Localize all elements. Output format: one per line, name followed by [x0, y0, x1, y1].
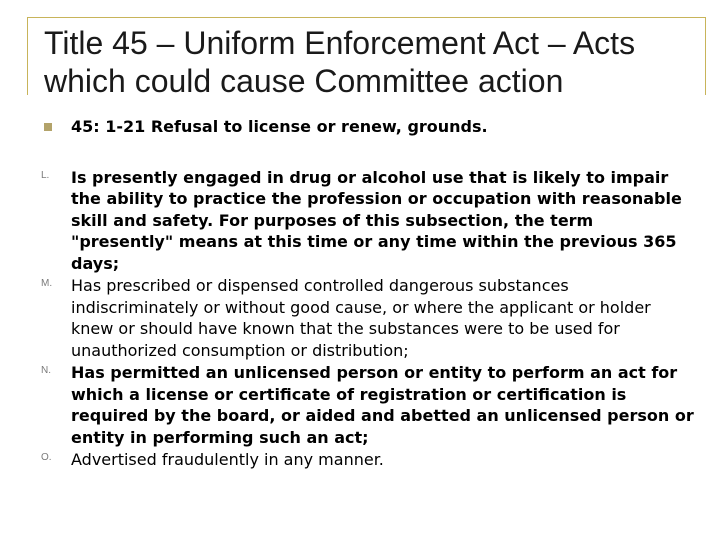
frame-right-line — [705, 17, 706, 95]
item-text: Advertised fraudulently in any manner. — [71, 450, 384, 469]
item-marker: N. — [41, 365, 51, 376]
content-list — [41, 116, 694, 471]
list-item-n — [41, 362, 694, 448]
frame-top-line — [27, 17, 705, 18]
item-marker: O. — [41, 452, 52, 463]
list-item-l — [41, 167, 694, 275]
frame-left-line — [27, 17, 28, 95]
list-item-heading — [44, 116, 694, 138]
item-marker: L. — [41, 169, 50, 181]
list-item-m — [41, 275, 694, 361]
item-text: Has permitted an unlicensed person or entity to perform an act for which a license or certificate of registration or certification is required by the board, or aided and abetted an unlicensed person or entity in performing such an act; — [71, 363, 694, 447]
list-item-o — [41, 449, 694, 471]
item-text: Has prescribed or dispensed controlled dangerous substances indiscriminately or without good cause, or where the applicant or holder knew or should have known that the substances were to be used for unauthorized consumption or distribution; — [71, 276, 651, 360]
slide-title: Title 45 – Uniform Enforcement Act – Acts which could cause Committee action — [44, 25, 636, 99]
square-bullet-icon — [44, 123, 52, 131]
item-text: Is presently engaged in drug or alcohol use that is likely to impair the ability to practice the profession or occupation with reasonable skill and safety. For purposes of this subsection, the term "presently" means at this time or any time within the previous 365 days; — [71, 167, 682, 273]
heading-item-text: 45: 1-21 Refusal to license or renew, grounds. — [71, 117, 488, 136]
item-marker: M. — [41, 278, 53, 289]
